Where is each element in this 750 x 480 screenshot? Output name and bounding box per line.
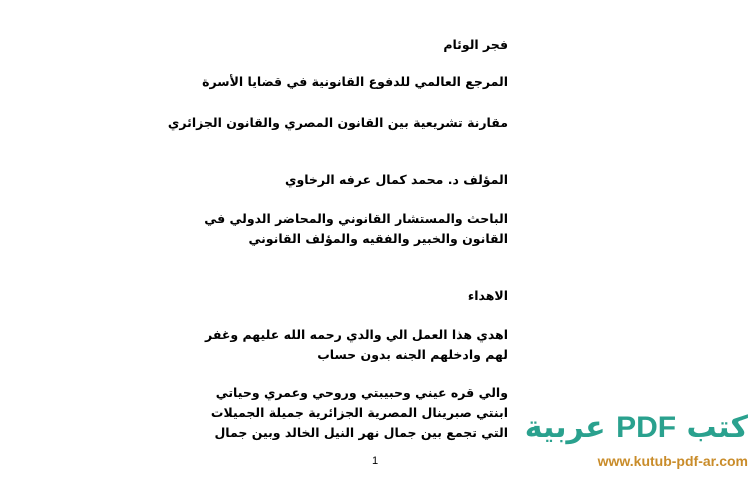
site-watermark: [524, 408, 750, 480]
book-comparison-line: مقارنة تشريعية بين القانون المصري والقانون الجزائري: [167, 115, 508, 130]
dedication-line-4: ابنتي صبرينال المصرية الجزائرية جميلة الجميلات: [210, 405, 508, 420]
watermark-word-kutub: كتب: [686, 410, 748, 445]
dedication-line-1: اهدي هذا العمل الي والدي رحمه الله عليهم وغفر: [205, 327, 508, 342]
author-description-line-1: الباحث والمستشار القانوني والمحاضر الدولي في: [204, 211, 508, 226]
dedication-line-5: التي تجمع بين جمال نهر النيل الخالد وبين جمال: [214, 425, 508, 440]
book-subtitle: المرجع العالمي للدفوع القانونية في قضايا الأسرة: [202, 74, 508, 89]
page-number: 1: [371, 455, 379, 467]
dedication-line-3: والي قره عيني وحبيبتي وروحي وعمري وحياتي: [215, 385, 508, 400]
book-title: فجر الوئام: [443, 37, 508, 52]
watermark-word-pdf: PDF: [616, 411, 677, 444]
watermark-logo-text: [525, 408, 748, 448]
dedication-heading: الاهداء: [467, 288, 508, 303]
author-description-line-2: القانون والخبير والفقيه والمؤلف القانوني: [248, 231, 508, 246]
watermark-word-arabiya: عربية: [524, 410, 606, 445]
watermark-url: www.kutub-pdf-ar.com: [597, 453, 748, 469]
dedication-line-2: لهم وادخلهم الجنه بدون حساب: [317, 347, 508, 362]
author-line: المؤلف د. محمد كمال عرفه الرخاوي: [285, 172, 508, 187]
